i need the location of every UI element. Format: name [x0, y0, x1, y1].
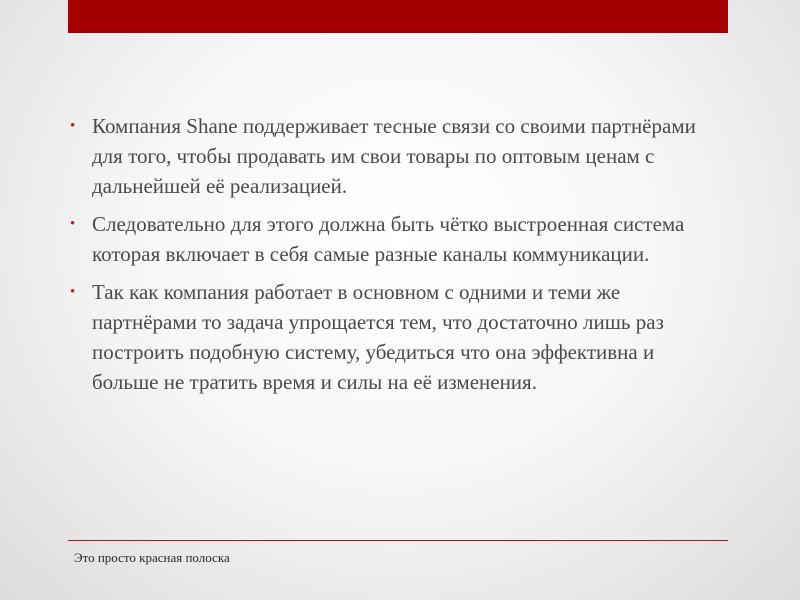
bullet-dot-icon: •	[70, 118, 76, 134]
bullet-dot-icon: •	[70, 284, 76, 300]
bullet-list	[70, 111, 725, 397]
bullet-item-2	[70, 209, 725, 269]
bullet-item-3	[70, 277, 725, 397]
bullet-text-3: Так как компания работает в основном с одними и теми же партнёрами то задача упрощается тем, что достаточно лишь раз построить подобную систему, убедиться что она эффективна и больше не тратить время и силы на её изменения.	[92, 280, 664, 394]
bullet-text-2: Следовательно для этого должна быть чётко выстроенная система которая включает в себя самые разные каналы коммуникации.	[92, 212, 685, 266]
bullet-dot-icon: •	[70, 216, 76, 232]
top-red-bar	[68, 0, 728, 33]
bullet-text-1: Компания Shane поддерживает тесные связи со своими партнёрами для того, чтобы продавать им свои товары по оптовым ценам с дальнейшей её реализацией.	[92, 114, 696, 198]
bottom-red-line	[68, 540, 728, 541]
slide-footer: Это просто красная полоска	[74, 550, 230, 565]
bullet-item-1	[70, 111, 725, 201]
slide-content	[70, 111, 725, 405]
